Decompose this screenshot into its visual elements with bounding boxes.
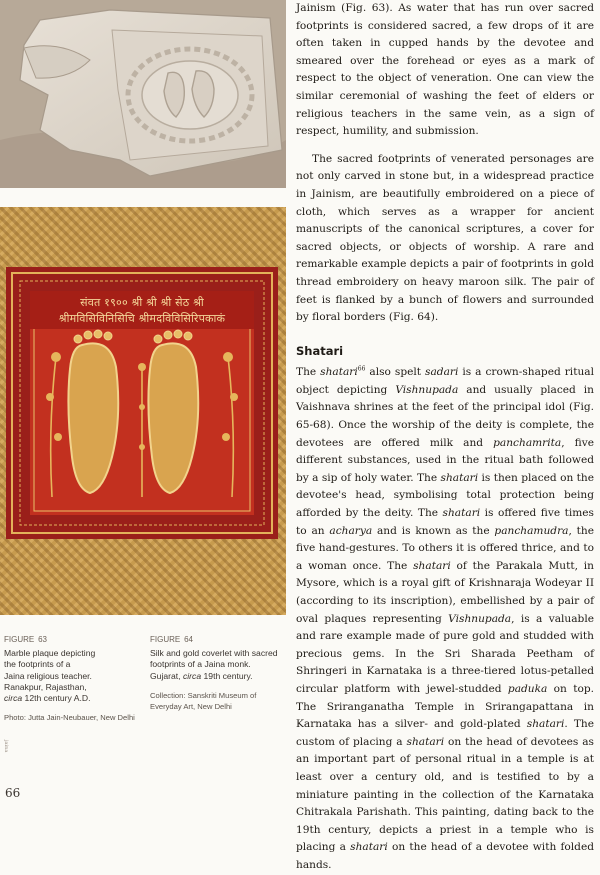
body-paragraph-1: Jainism (Fig. 63). As water that has run over sacred footprints is considered sacred, a few drops of it are often taken in cupped hands by the devotee and smeared over the forehead or eyes as a mark of respect to the object of veneration. One can view the similar ceremonial of washing the feet of elders or religious teachers in the same vein, as a sign of respect, humility, and submission. [296, 2, 594, 138]
fig64-inscription-line2: श्रीमविसिविनिसिचि श्रीमदविविसिरिपकाकं [58, 312, 226, 325]
figure-63-caption-line: Jaina religious teacher. [4, 670, 92, 681]
footnote-marker: 66 [357, 365, 366, 373]
figure-64-image [0, 207, 286, 615]
figure-64-caption-line: Silk and gold coverlet with sacred [150, 648, 278, 659]
figure-64-credit-line: Everyday Art, New Delhi [150, 702, 232, 712]
figure-63-caption [4, 634, 136, 723]
side-mark: jaina [3, 740, 9, 753]
body-paragraph-2: The sacred footprints of venerated personages are not only carved in stone but, in a widespread practice in Jainism, are beautifully embroidered on a piece of cloth, which serves as a wrapper for ancient manuscripts of the canonical scriptures, a cover for sacred objects, or objects of worship. A rare and remarkable example depicts a pair of footprints in gold thread embroidery on heavy maroon silk. The pair of feet is flanked by a bunch of flowers and surrounded by floral borders (Fig. 64). [296, 152, 594, 324]
fig64-inscription-line1: संवत १९०० श्री श्री श्री सेठ श्री [80, 296, 204, 309]
figure-63-credit: Photo: Jutta Jain-Neubauer, New Delhi [4, 713, 135, 723]
figure-63-caption-line: Ranakpur, Rajasthan, [4, 681, 87, 692]
figure-63-caption-line: Marble plaque depicting [4, 648, 96, 659]
figure-64-caption-line: footprints of a Jaina monk. [150, 659, 251, 670]
figure-64-caption-line: Gujarat, [150, 670, 181, 681]
page-number: 66 [5, 786, 21, 800]
body-text-column [296, 0, 594, 875]
figure-63-number: 63 [38, 635, 47, 644]
figure-63-caption-line: the footprints of a [4, 659, 71, 670]
figure-64-circa: circa [182, 670, 202, 681]
section-heading-shatari: Shatari [296, 343, 344, 358]
figure-64-number: 64 [184, 635, 193, 644]
figure-64-date: 19th century. [201, 670, 253, 681]
figure-63-image [0, 0, 286, 188]
figure-63-circa: circa [4, 693, 23, 704]
figure-63-date: 12th century A.D. [22, 693, 91, 704]
figure-64-credit-line: Collection: Sanskriti Museum of [150, 690, 257, 700]
figure-64-label: FIGURE [150, 635, 181, 644]
figure-64-caption [150, 634, 286, 712]
body-paragraph-3: The shatari$^{66}$ also spelt sadari is a crown-shaped ritual object depicting Vishnupada and usually placed in Vaishnava shrines at the feet of the principal idol (Fig. 65-68). Once the worship of the deity is complete, the devotees are offered milk and panchamrita, five different substances, used in the ritual bath followed by a sip of holy water. The shatari is then placed on the devotee's head, symbolising total protection being afforded by the deity. The shatari is offered five times to an acharya and is known as the panchamudra, the five hand-gestures. To others it is offered thrice, and to a woman once. The shatari of the Parakala Mutt, in Mysore, which is a royal gift of Krishnaraja Wodeyar II (according to its inscription), embellished by a pair of oval plaques representing Vishnupada, is a valuable and rare example made of pure gold and studded with precious gems. In the Sri Sharada Peetham of Shringeri in Karnataka is a three-tiered lotus-petalled circular platform with jewel-studded paduka on top. The Sriranganatha Temple in Srirangapattana in Karnataka has a silver- and gold-plated shatari. The custom of placing a shatari on the head of devotees as an important part of personal ritual in a temple is at least over a century old, and is testified to by a miniature painting in the collection of the Karnataka Chitrakala Parishath. This painting, dating back to the 19th century, depicts a priest in a temple who is placing a shatari on the head of a devotee with folded hands. [296, 365, 595, 871]
figure-63-label: FIGURE [4, 635, 35, 644]
